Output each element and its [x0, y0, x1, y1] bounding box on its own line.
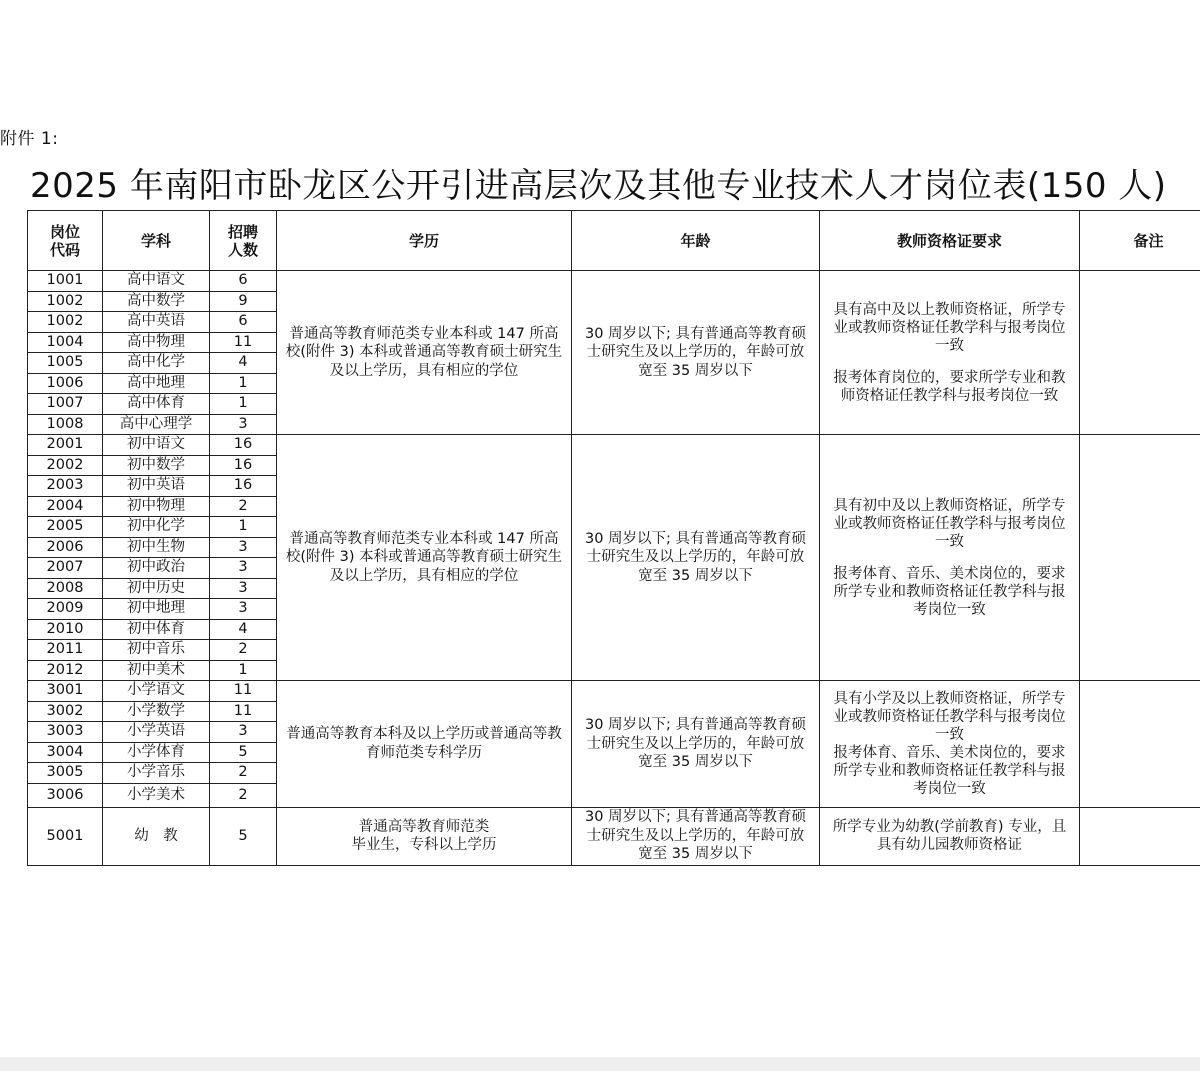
- cell-remark: [1080, 681, 1200, 808]
- cell-count: 4: [210, 353, 277, 374]
- cell-subject: 高中英语: [103, 312, 210, 333]
- cell-subject: 初中历史: [103, 578, 210, 599]
- cell-age: 30 周岁以下; 具有普通高等教育硕士研究生及以上学历的，年龄可放宽至 35 周岁以下: [572, 681, 820, 808]
- cell-count: 2: [210, 640, 277, 661]
- header-subject: 学科: [103, 211, 210, 271]
- cell-count: 1: [210, 517, 277, 538]
- cell-education: 普通高等教育师范类专业本科或 147 所高校(附件 3) 本科或普通高等教育硕士研究生及以上学历，具有相应的学位: [277, 435, 572, 681]
- cell-subject: 高中数学: [103, 291, 210, 312]
- cell-subject: 幼 教: [103, 807, 210, 865]
- cell-count: 5: [210, 742, 277, 763]
- cell-code: 1005: [28, 353, 103, 374]
- cell-education: 普通高等教育本科及以上学历或普通高等教育师范类专科学历: [277, 681, 572, 808]
- header-count: 招聘 人数: [210, 211, 277, 271]
- cell-code: 2009: [28, 599, 103, 620]
- cell-age: 30 周岁以下; 具有普通高等教育硕士研究生及以上学历的，年龄可放宽至 35 周岁以下: [572, 807, 820, 865]
- cell-cert: [820, 681, 1080, 808]
- cell-count: 2: [210, 763, 277, 784]
- cell-subject: 小学语文: [103, 681, 210, 702]
- attachment-label: 附件 1:: [0, 129, 59, 149]
- cell-subject: 初中英语: [103, 476, 210, 497]
- table-row: [28, 807, 1200, 865]
- cell-subject: 初中生物: [103, 537, 210, 558]
- table-row: [28, 681, 1200, 702]
- cell-subject: 高中心理学: [103, 414, 210, 435]
- cell-code: 2003: [28, 476, 103, 497]
- header-cert: 教师资格证要求: [820, 211, 1080, 271]
- header-age: 年龄: [572, 211, 820, 271]
- page-title: 2025 年南阳市卧龙区公开引进高层次及其他专业技术人才岗位表(150 人): [30, 166, 1167, 206]
- cell-subject: 初中体育: [103, 619, 210, 640]
- cell-code: 2005: [28, 517, 103, 538]
- cell-education: [277, 807, 572, 865]
- header-remark: 备注: [1080, 211, 1200, 271]
- education-line-1: 普通高等教育师范类: [358, 818, 490, 835]
- cell-subject: 初中物理: [103, 496, 210, 517]
- cell-cert: [820, 435, 1080, 681]
- cell-subject: 高中化学: [103, 353, 210, 374]
- cell-subject: 小学体育: [103, 742, 210, 763]
- cell-code: 3002: [28, 701, 103, 722]
- cell-count: 3: [210, 578, 277, 599]
- cell-count: 6: [210, 312, 277, 333]
- cell-code: 2001: [28, 435, 103, 456]
- positions-table: [27, 210, 1200, 866]
- cell-code: 2002: [28, 455, 103, 476]
- cell-subject: 初中美术: [103, 660, 210, 681]
- cell-code: 1002: [28, 291, 103, 312]
- cell-subject: 高中物理: [103, 332, 210, 353]
- cell-code: 2010: [28, 619, 103, 640]
- cell-subject: 初中化学: [103, 517, 210, 538]
- cell-count: 3: [210, 558, 277, 579]
- cell-age: 30 周岁以下; 具有普通高等教育硕士研究生及以上学历的，年龄可放宽至 35 周岁以下: [572, 435, 820, 681]
- cell-count: 3: [210, 414, 277, 435]
- cell-code: 1001: [28, 271, 103, 292]
- cell-cert: 所学专业为幼教(学前教育) 专业，且具有幼儿园教师资格证: [820, 807, 1080, 865]
- cell-code: 2011: [28, 640, 103, 661]
- cell-code: 2007: [28, 558, 103, 579]
- cell-count: 2: [210, 783, 277, 807]
- cell-subject: 初中数学: [103, 455, 210, 476]
- cert-requirement-1: 具有小学及以上教师资格证，所学专业或教师资格证任教学科与报考岗位一致: [833, 690, 1066, 743]
- cell-subject: 初中政治: [103, 558, 210, 579]
- cell-count: 11: [210, 332, 277, 353]
- cell-subject: 小学英语: [103, 722, 210, 743]
- table-row: [28, 271, 1200, 292]
- cell-count: 3: [210, 537, 277, 558]
- cell-count: 16: [210, 435, 277, 456]
- cell-count: 16: [210, 476, 277, 497]
- cell-subject: 初中地理: [103, 599, 210, 620]
- cell-code: 3004: [28, 742, 103, 763]
- cell-subject: 小学美术: [103, 783, 210, 807]
- cell-code: 1008: [28, 414, 103, 435]
- cell-count: 1: [210, 373, 277, 394]
- cell-count: 5: [210, 807, 277, 865]
- cell-count: 4: [210, 619, 277, 640]
- cell-count: 2: [210, 496, 277, 517]
- cell-count: 6: [210, 271, 277, 292]
- viewer-bottom-bar: [0, 1057, 1200, 1071]
- cell-count: 1: [210, 660, 277, 681]
- cell-code: 1007: [28, 394, 103, 415]
- cell-code: 3005: [28, 763, 103, 784]
- cell-subject: 高中体育: [103, 394, 210, 415]
- cell-subject: 初中语文: [103, 435, 210, 456]
- cell-remark: [1080, 271, 1200, 435]
- cell-code: 2004: [28, 496, 103, 517]
- cell-cert: [820, 271, 1080, 435]
- table-header-row: [28, 211, 1200, 271]
- cert-requirement-2: 报考体育、音乐、美术岗位的，要求所学专业和教师资格证任教学科与报考岗位一致: [833, 565, 1066, 618]
- cell-code: 2008: [28, 578, 103, 599]
- header-code: 岗位 代码: [28, 211, 103, 271]
- cell-subject: 高中地理: [103, 373, 210, 394]
- cell-subject: 初中音乐: [103, 640, 210, 661]
- cell-subject: 高中语文: [103, 271, 210, 292]
- cell-code: 1006: [28, 373, 103, 394]
- cell-code: 5001: [28, 807, 103, 865]
- cell-count: 3: [210, 722, 277, 743]
- education-line-2: 毕业生，专科以上学历: [351, 837, 497, 853]
- cell-subject: 小学数学: [103, 701, 210, 722]
- cert-requirement-2: 报考体育岗位的，要求所学专业和教师资格证任教学科与报考岗位一致: [833, 369, 1066, 404]
- cell-education: 普通高等教育师范类专业本科或 147 所高校(附件 3) 本科或普通高等教育硕士研究生及以上学历，具有相应的学位: [277, 271, 572, 435]
- cert-requirement-1: 具有初中及以上教师资格证，所学专业或教师资格证任教学科与报考岗位一致: [833, 497, 1066, 550]
- cert-requirement-2: 报考体育、音乐、美术岗位的，要求所学专业和教师资格证任教学科与报考岗位一致: [833, 744, 1066, 797]
- cell-count: 1: [210, 394, 277, 415]
- cell-remark: [1080, 807, 1200, 865]
- cell-count: 11: [210, 681, 277, 702]
- cell-code: 1002: [28, 312, 103, 333]
- cell-code: 2006: [28, 537, 103, 558]
- cell-count: 3: [210, 599, 277, 620]
- cert-requirement-1: 具有高中及以上教师资格证，所学专业或教师资格证任教学科与报考岗位一致: [833, 301, 1066, 354]
- cell-subject: 小学音乐: [103, 763, 210, 784]
- cell-count: 9: [210, 291, 277, 312]
- cell-age: 30 周岁以下; 具有普通高等教育硕士研究生及以上学历的，年龄可放宽至 35 周岁以下: [572, 271, 820, 435]
- cell-count: 16: [210, 455, 277, 476]
- cell-code: 1004: [28, 332, 103, 353]
- cell-code: 2012: [28, 660, 103, 681]
- cell-code: 3006: [28, 783, 103, 807]
- table-row: [28, 435, 1200, 456]
- cell-code: 3003: [28, 722, 103, 743]
- cell-count: 11: [210, 701, 277, 722]
- cell-remark: [1080, 435, 1200, 681]
- header-education: 学历: [277, 211, 572, 271]
- cell-code: 3001: [28, 681, 103, 702]
